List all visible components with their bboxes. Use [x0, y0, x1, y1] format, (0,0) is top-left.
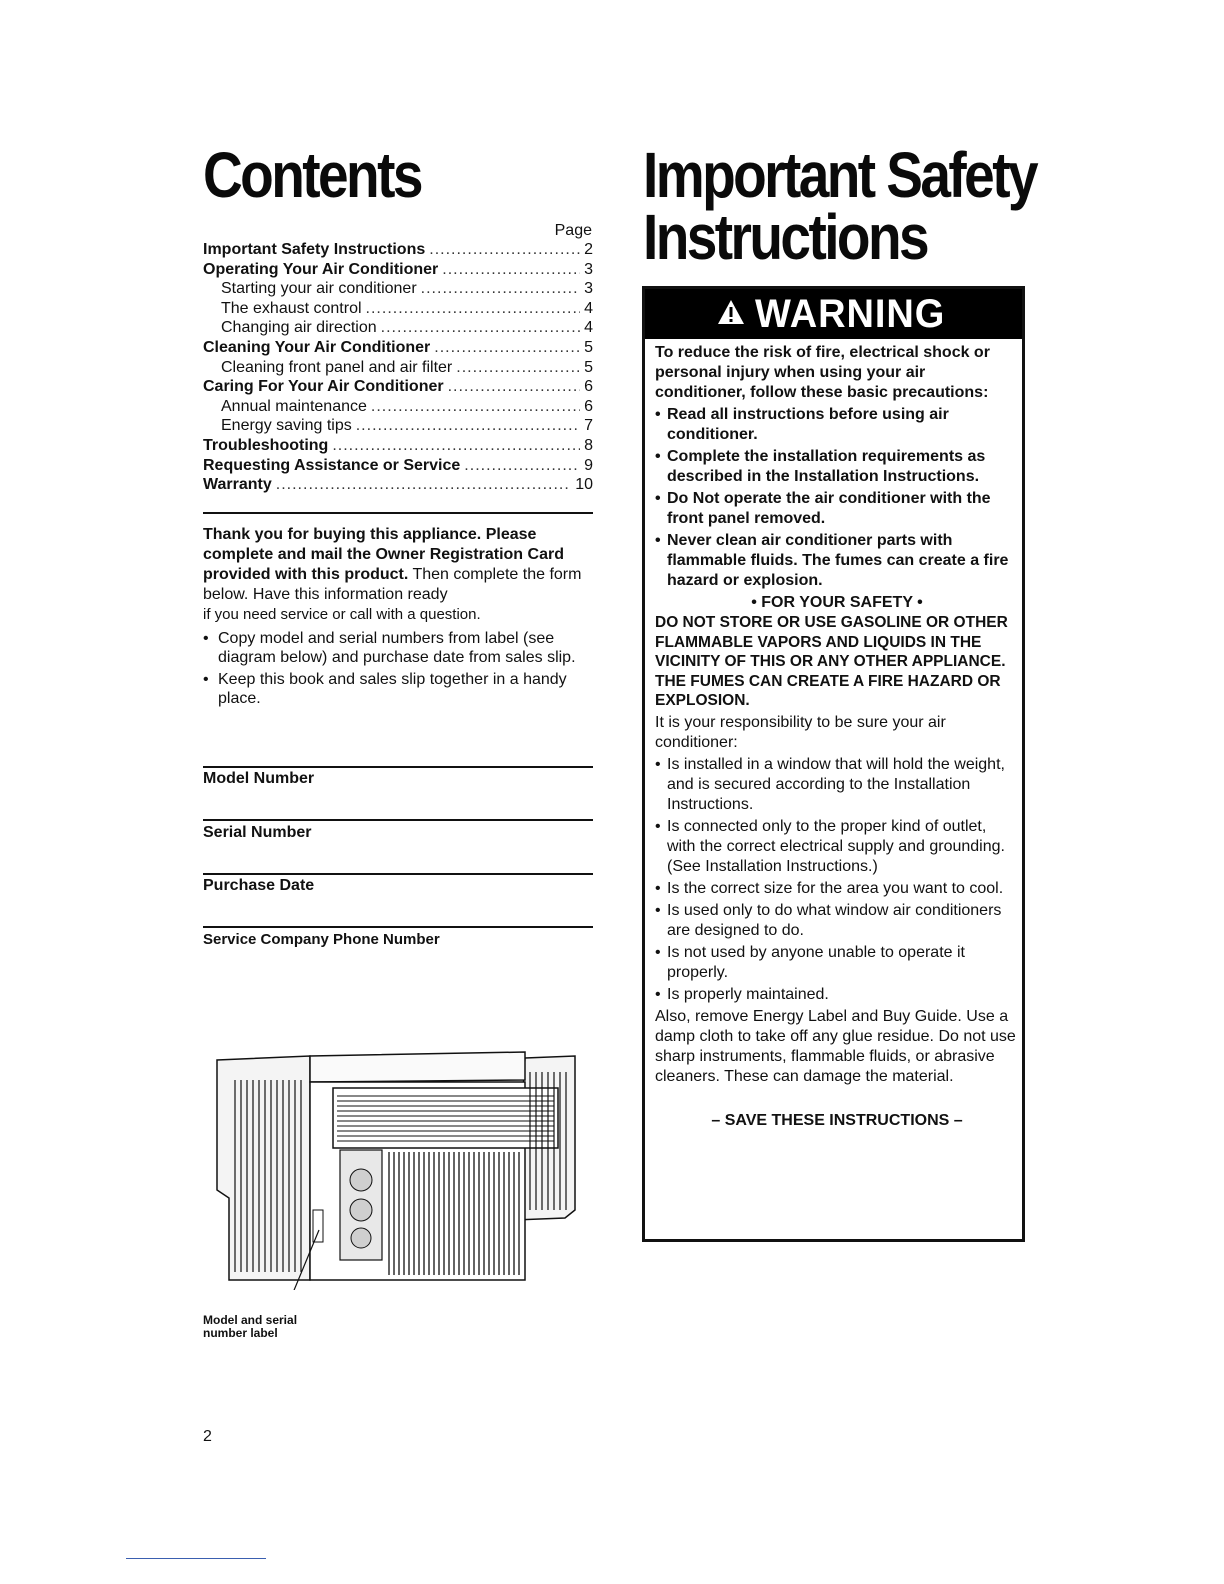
toc-entry-label: Requesting Assistance or Service [203, 456, 461, 474]
for-your-safety-heading: • FOR YOUR SAFETY • [751, 594, 923, 611]
toc-entry-label: Cleaning Your Air Conditioner [203, 338, 431, 356]
toc-entry-label: Warranty [203, 476, 272, 494]
safety-title-line: Instructions [643, 201, 928, 273]
toc-entry [203, 437, 593, 457]
toc-leader-dots [429, 241, 580, 259]
toc-entry-page: 4 [584, 319, 593, 337]
warning-body [655, 343, 1019, 1131]
toc-entry-page: 4 [584, 299, 593, 317]
toc-entry-page: 6 [584, 378, 593, 396]
toc-entry [203, 378, 593, 398]
toc-entry [203, 359, 593, 379]
warning-banner [645, 289, 1022, 339]
responsibility-text: It is your responsibility to be sure your air conditioner: [655, 713, 946, 751]
toc-leader-dots [276, 476, 571, 494]
toc-entry-page: 3 [584, 280, 593, 298]
toc-entry [203, 476, 593, 496]
list-item: • Complete the installation requirements as described in the Installation Instructions. [655, 447, 1019, 487]
footer-line [126, 1558, 266, 1559]
toc-entry-page: 8 [584, 436, 593, 454]
contents-title: Contents [203, 139, 421, 211]
toc-entry-label: Troubleshooting [203, 436, 329, 454]
service-phone-label: Service Company Phone Number [203, 931, 440, 948]
toc-entry-label: Operating Your Air Conditioner [203, 260, 439, 278]
table-of-contents [203, 241, 593, 496]
toc-leader-dots [464, 457, 580, 475]
toc-entry-page: 6 [584, 397, 593, 415]
field-line [203, 766, 593, 768]
field-line [203, 873, 593, 875]
toc-leader-dots [332, 437, 580, 455]
gasoline-warning: DO NOT STORE OR USE GASOLINE OR OTHER FLAMMABLE VAPORS AND LIQUIDS IN THE VICINITY OF THIS OR ANY OTHER APPLIANCE. THE FUMES CAN CREATE A FIRE HAZARD OR EXPLOSION. [655, 614, 1008, 709]
safety-title [643, 139, 1036, 273]
toc-entry [203, 241, 593, 261]
toc-entry-label: Energy saving tips [221, 417, 352, 435]
list-item: • Do Not operate the air conditioner with the front panel removed. [655, 489, 1019, 529]
toc-entry [203, 319, 593, 339]
toc-leader-dots [434, 339, 580, 357]
precaution-list [655, 405, 1019, 591]
toc-entry-page: 10 [575, 476, 593, 494]
toc-entry-page: 9 [584, 456, 593, 474]
toc-leader-dots [371, 398, 580, 416]
toc-entry-label: Important Safety Instructions [203, 241, 426, 258]
toc-entry-page: 5 [584, 338, 593, 356]
also-remove-text: Also, remove Energy Label and Buy Guide. Use a damp cloth to take off any glue residue. Do not use sharp instruments, flammable fluids, or abrasive cleaners. These can damage the material. [655, 1007, 1016, 1085]
toc-leader-dots [421, 280, 580, 298]
list-item: • Never clean air conditioner parts with flammable fluids. The fumes can create a fire hazard or explosion. [655, 531, 1019, 591]
list-item: • Is properly maintained. [655, 985, 1019, 1005]
toc-entry [203, 261, 593, 281]
save-instructions: – SAVE THESE INSTRUCTIONS – [711, 1111, 963, 1129]
warning-intro: To reduce the risk of fire, electrical shock or personal injury when using your air conditioner, follow these basic precautions: [655, 344, 990, 401]
list-item: • Is installed in a window that will hold the weight, and is secured according to the Installation Instructions. [655, 755, 1019, 815]
toc-leader-dots [356, 417, 580, 435]
model-number-label: Model Number [203, 770, 315, 787]
toc-entry-label: Starting your air conditioner [221, 280, 417, 298]
purchase-date-label: Purchase Date [203, 877, 315, 894]
thanks-small-text: if you need service or call with a question. [203, 606, 481, 623]
list-item: • Is the correct size for the area you want to cool. [655, 879, 1019, 899]
list-item: • Is not used by anyone unable to operate it properly. [655, 943, 1019, 983]
toc-entry-label: Changing air direction [221, 319, 377, 337]
toc-entry-label: Caring For Your Air Conditioner [203, 378, 444, 396]
thanks-text: Then complete the form below. Have this information ready [203, 566, 582, 603]
list-item: • Is connected only to the proper kind of outlet, with the correct electrical supply and grounding. (See Installation Instructions.) [655, 817, 1019, 877]
divider [203, 512, 593, 514]
responsibility-list [655, 755, 1019, 1005]
thanks-bullet-list [203, 629, 593, 708]
toc-entry-label: The exhaust control [221, 299, 362, 317]
toc-entry [203, 398, 593, 418]
field-line [203, 926, 593, 928]
toc-leader-dots [366, 300, 581, 318]
warning-label: WARNING [755, 291, 946, 336]
toc-entry-page: 7 [584, 417, 593, 435]
list-item: • Read all instructions before using air conditioner. [655, 405, 1019, 445]
toc-entry-label: Cleaning front panel and air filter [221, 358, 453, 376]
toc-entry [203, 280, 593, 300]
caption-line: Model and serial [203, 1313, 298, 1327]
toc-leader-dots [448, 378, 581, 396]
field-line [203, 819, 593, 821]
air-conditioner-illustration [215, 1050, 585, 1290]
serial-number-label: Serial Number [203, 824, 312, 841]
toc-entry [203, 300, 593, 320]
safety-title-line: Important Safety [643, 139, 1036, 211]
warning-box [642, 286, 1025, 1242]
toc-entry [203, 457, 593, 477]
toc-entry [203, 417, 593, 437]
toc-entry [203, 339, 593, 359]
toc-entry-label: Annual maintenance [221, 397, 367, 415]
toc-entry-page: 5 [584, 358, 593, 376]
page-number: 2 [203, 1428, 212, 1445]
caption-line: number label [203, 1326, 278, 1340]
toc-leader-dots [442, 261, 580, 279]
toc-leader-dots [456, 359, 580, 377]
warning-triangle-icon [716, 298, 746, 326]
thank-you-note [203, 525, 593, 711]
list-item: • Is used only to do what window air conditioners are designed to do. [655, 901, 1019, 941]
toc-entry-page: 3 [584, 260, 593, 278]
list-item: • Keep this book and sales slip together in a handy place. [203, 670, 593, 708]
list-item: • Copy model and serial numbers from label (see diagram below) and purchase date from sales slip. [203, 629, 593, 667]
toc-leader-dots [381, 319, 580, 337]
figure-caption [203, 1314, 297, 1340]
page-column-label: Page [554, 222, 592, 239]
thanks-bold-text: Thank you for buying this appliance. Please complete and mail the Owner Registration Card provided with this product. [203, 526, 564, 583]
toc-entry-page: 2 [584, 241, 593, 258]
